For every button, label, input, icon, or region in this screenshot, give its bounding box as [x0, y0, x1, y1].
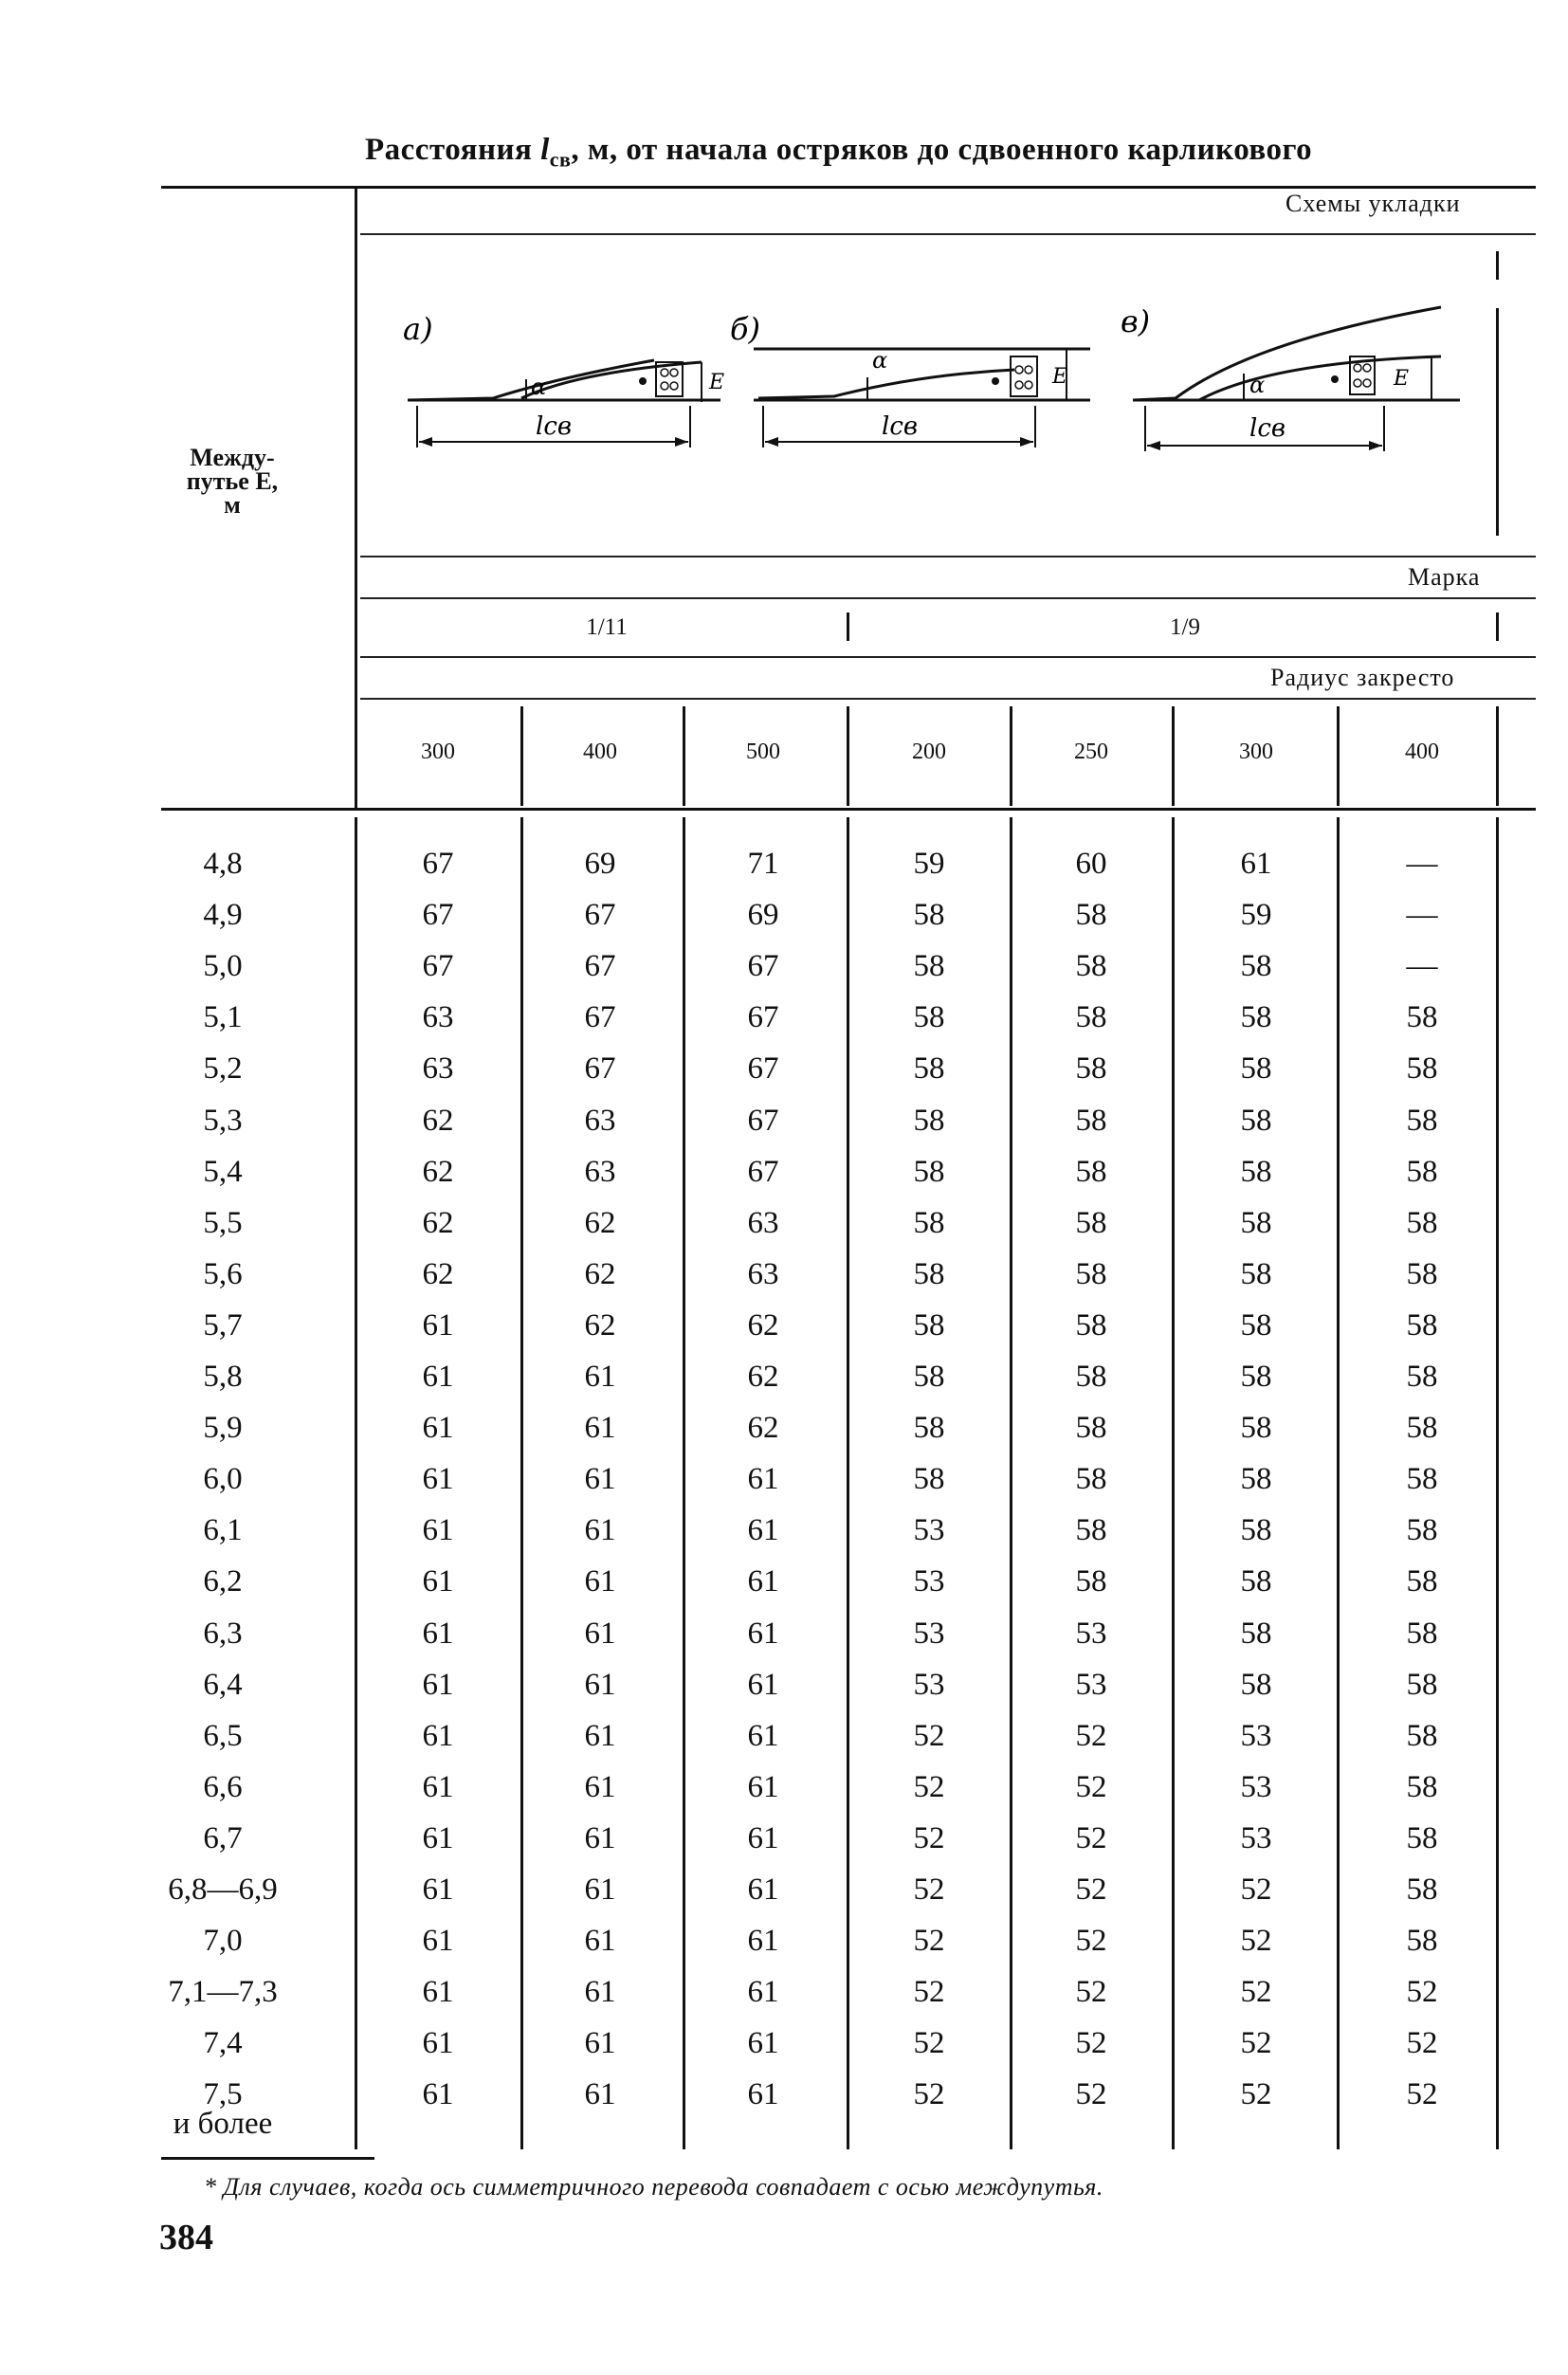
- table-cell: 58: [1240, 1051, 1272, 1087]
- table-cell: 58: [1240, 949, 1272, 984]
- table-cell: 52: [913, 1820, 945, 1855]
- schemes-rule: [360, 233, 1536, 235]
- table-cell: 67: [747, 1103, 779, 1138]
- table-cell: 61: [422, 1975, 454, 2010]
- page-number: 384: [159, 2218, 213, 2257]
- row-label: [147, 2026, 299, 2061]
- table-top-rule: [161, 186, 1536, 189]
- scheme-a-lsv: lсв: [536, 412, 573, 441]
- right-rule-groups: [1496, 612, 1499, 641]
- table-cell: 61: [422, 1564, 454, 1599]
- table-cell: 61: [584, 2026, 616, 2061]
- table-cell: 61: [747, 1975, 779, 2010]
- table-cell: 52: [913, 1975, 945, 2010]
- table-cell: 61: [422, 1513, 454, 1548]
- table-cell: 67: [584, 1000, 616, 1035]
- table-cell: 53: [1240, 1820, 1272, 1855]
- groups-rule: [360, 656, 1536, 658]
- row-label: [147, 1564, 299, 1599]
- table-cell: 58: [1406, 1873, 1438, 1907]
- table-cell: 58: [1075, 1256, 1107, 1291]
- column-rule: [847, 817, 849, 2149]
- table-cell: 58: [1406, 1462, 1438, 1497]
- table-cell: 58: [1240, 1616, 1272, 1651]
- table-cell: 61: [747, 2026, 779, 2061]
- table-cell: 61: [747, 2077, 779, 2112]
- column-header-radius: 250: [1074, 740, 1108, 764]
- table-cell: 67: [422, 847, 454, 881]
- row-label: [147, 1617, 299, 1652]
- schemes-header: Схемы укладки: [1285, 190, 1461, 217]
- table-cell: 61: [747, 1616, 779, 1651]
- table-cell: 61: [584, 1975, 616, 2010]
- row-label: [147, 1462, 299, 1497]
- table-cell: 67: [747, 949, 779, 984]
- table-cell: 58: [913, 898, 945, 933]
- table-cell: 67: [584, 898, 616, 933]
- table-cell: 61: [584, 1924, 616, 1959]
- column-rule: [520, 706, 523, 806]
- group-1-9: 1/9: [1170, 614, 1200, 640]
- row-label-value: 7,4: [203, 2026, 243, 2061]
- table-cell: 53: [913, 1616, 945, 1651]
- row-label-value: 4,8: [203, 847, 243, 881]
- row-label: [147, 1873, 299, 1908]
- row-label-value: 6,7: [203, 1820, 243, 1855]
- table-cell: 67: [747, 1000, 779, 1035]
- table-cell: 58: [1406, 1051, 1438, 1087]
- column-rule: [1172, 706, 1175, 806]
- table-cell: 52: [1075, 2077, 1107, 2112]
- table-cell: 58: [1075, 1205, 1107, 1240]
- table-cell: 60: [1075, 847, 1107, 881]
- table-cell: 58: [1075, 1307, 1107, 1343]
- header-bottom-rule: [161, 808, 1536, 811]
- row-label-value: 5,0: [203, 949, 243, 984]
- table-cell: 67: [584, 949, 616, 984]
- table-cell: 58: [1240, 1513, 1272, 1548]
- table-cell: 58: [1240, 1154, 1272, 1189]
- table-cell: 61: [747, 1513, 779, 1548]
- table-cell: —: [1406, 949, 1438, 984]
- table-cell: 58: [913, 1000, 945, 1035]
- title-symbol: l: [540, 133, 550, 167]
- table-cell: 58: [1406, 1718, 1438, 1753]
- table-cell: 61: [747, 1462, 779, 1497]
- table-cell: 62: [584, 1256, 616, 1291]
- table-cell: 61: [422, 1616, 454, 1651]
- table-cell: 58: [1406, 1256, 1438, 1291]
- table-cell: 59: [1240, 898, 1272, 933]
- row-label-value: 7,5: [203, 2077, 243, 2112]
- column-rule: [1010, 706, 1012, 806]
- row-label-value: 5,9: [203, 1411, 243, 1446]
- table-cell: 61: [422, 1462, 454, 1497]
- table-cell: 58: [1240, 1103, 1272, 1138]
- table-cell: 52: [1406, 2026, 1438, 2061]
- table-cell: 52: [913, 1873, 945, 1907]
- table-cell: 58: [1406, 1360, 1438, 1394]
- row-label: [147, 949, 299, 984]
- table-cell: 58: [913, 1051, 945, 1087]
- marka-bottom-rule: [360, 597, 1536, 599]
- table-cell: 58: [1075, 1103, 1107, 1138]
- table-cell: 52: [1240, 2026, 1272, 2061]
- table-cell: 52: [913, 2077, 945, 2112]
- row-label-value: 5,7: [203, 1307, 243, 1343]
- radius-header: Радиус закресто: [1270, 664, 1455, 691]
- table-cell: 67: [747, 1051, 779, 1087]
- table-cell: 58: [1075, 1564, 1107, 1599]
- table-cell: 61: [747, 1769, 779, 1804]
- row-label: [147, 1411, 299, 1446]
- table-cell: 58: [1406, 1154, 1438, 1189]
- group-separator: [847, 612, 849, 641]
- row-label-value: 7,1—7,3: [168, 1975, 278, 2010]
- table-cell: 58: [1406, 1667, 1438, 1702]
- row-label-line-2: путье E,: [186, 467, 279, 495]
- row-label: [147, 1821, 299, 1856]
- row-label-value: 6,6: [203, 1769, 243, 1804]
- table-cell: 53: [913, 1667, 945, 1702]
- scheme-b-lsv: lсв: [882, 412, 919, 441]
- table-cell: 58: [913, 1103, 945, 1138]
- marka-header: Марка: [1408, 563, 1481, 591]
- table-bottom-rule: [161, 2157, 374, 2160]
- table-cell: 58: [1075, 1411, 1107, 1446]
- table-cell: 62: [422, 1154, 454, 1189]
- table-cell: —: [1406, 847, 1438, 881]
- table-cell: 58: [913, 949, 945, 984]
- table-cell: 61: [584, 2077, 616, 2112]
- row-label-value: 6,3: [203, 1616, 243, 1651]
- row-label-value: 5,1: [203, 1000, 243, 1035]
- footnote: * Для случаев, когда ось симметричного перевода совпадает с осью междупутья.: [204, 2173, 1103, 2201]
- table-cell: 58: [913, 1360, 945, 1394]
- title-subscript: св: [549, 147, 572, 172]
- table-cell: 58: [1406, 1000, 1438, 1035]
- table-cell: 58: [1075, 898, 1107, 933]
- table-cell: —: [1406, 898, 1438, 933]
- column-rule: [1010, 817, 1012, 2149]
- table-cell: 61: [747, 1667, 779, 1702]
- table-cell: 61: [747, 1564, 779, 1599]
- table-cell: 61: [422, 1411, 454, 1446]
- table-cell: 61: [584, 1873, 616, 1907]
- table-cell: 61: [747, 1924, 779, 1959]
- marka-top-rule: [360, 556, 1536, 557]
- table-cell: 58: [1075, 949, 1107, 984]
- table-cell: 61: [422, 1820, 454, 1855]
- table-cell: 58: [1240, 1307, 1272, 1343]
- table-cell: 53: [1240, 1718, 1272, 1753]
- radius-rule: [360, 698, 1536, 700]
- row-label: [147, 1206, 299, 1241]
- row-label: [147, 1668, 299, 1703]
- column-header-radius: 400: [1405, 740, 1439, 764]
- table-cell: 58: [1075, 1462, 1107, 1497]
- table-cell: 63: [422, 1051, 454, 1087]
- table-cell: 52: [1075, 1820, 1107, 1855]
- table-cell: 52: [1075, 1873, 1107, 1907]
- column-rule: [683, 817, 685, 2149]
- table-cell: 69: [584, 847, 616, 881]
- scheme-a-diagram: [379, 303, 777, 455]
- row-label: [147, 1719, 299, 1754]
- table-cell: 58: [1240, 1564, 1272, 1599]
- row-label-line-1: Междy-: [190, 444, 275, 471]
- table-cell: 67: [422, 898, 454, 933]
- table-cell: 62: [422, 1256, 454, 1291]
- row-label-value: 5,3: [203, 1103, 243, 1138]
- table-cell: 61: [747, 1873, 779, 1907]
- table-cell: 69: [747, 898, 779, 933]
- table-cell: 62: [747, 1411, 779, 1446]
- column-rule: [1496, 706, 1499, 806]
- table-cell: 58: [1075, 1051, 1107, 1087]
- table-cell: 61: [422, 2026, 454, 2061]
- table-cell: 58: [1406, 1820, 1438, 1855]
- table-cell: 58: [1240, 1360, 1272, 1394]
- table-cell: 61: [584, 1360, 616, 1394]
- row-label-value: 7,0: [203, 1924, 243, 1959]
- table-cell: 58: [1240, 1000, 1272, 1035]
- label-col-rule: [355, 186, 357, 808]
- right-rule-top: [1496, 251, 1499, 280]
- column-rule: [683, 706, 685, 806]
- table-cell: 58: [1406, 1924, 1438, 1959]
- column-header-radius: 300: [421, 740, 455, 764]
- column-header-radius: 500: [746, 740, 780, 764]
- table-cell: 63: [747, 1205, 779, 1240]
- table-cell: 59: [913, 847, 945, 881]
- table-cell: 71: [747, 847, 779, 881]
- table-cell: 58: [1240, 1411, 1272, 1446]
- table-cell: 52: [913, 1718, 945, 1753]
- table-cell: 58: [1406, 1307, 1438, 1343]
- table-cell: 52: [913, 1924, 945, 1959]
- table-cell: 63: [584, 1103, 616, 1138]
- scheme-c-diagram: [1109, 294, 1488, 455]
- row-label: [147, 1975, 299, 2010]
- table-cell: 61: [584, 1820, 616, 1855]
- row-label-value: 6,4: [203, 1667, 243, 1702]
- table-cell: 52: [1075, 1718, 1107, 1753]
- table-cell: 58: [1406, 1411, 1438, 1446]
- row-label: [147, 1000, 299, 1035]
- table-cell: 52: [1406, 1975, 1438, 2010]
- table-cell: 58: [1240, 1462, 1272, 1497]
- table-cell: 52: [1075, 2026, 1107, 2061]
- table-cell: 53: [913, 1513, 945, 1548]
- table-cell: 58: [1406, 1616, 1438, 1651]
- table-cell: 63: [747, 1256, 779, 1291]
- row-label-value: 5,5: [203, 1205, 243, 1240]
- table-cell: 58: [1075, 1000, 1107, 1035]
- table-cell: 58: [913, 1462, 945, 1497]
- table-cell: 58: [1406, 1513, 1438, 1548]
- table-cell: 58: [1406, 1564, 1438, 1599]
- table-cell: 52: [913, 1769, 945, 1804]
- scheme-b-alpha: α: [872, 347, 888, 374]
- table-cell: 61: [747, 1820, 779, 1855]
- table-cell: 58: [913, 1256, 945, 1291]
- table-cell: 53: [1075, 1616, 1107, 1651]
- scheme-c-tag: в): [1121, 303, 1151, 339]
- group-1-11: 1/11: [586, 614, 628, 640]
- row-label: [147, 898, 299, 933]
- table-cell: 52: [1240, 1873, 1272, 1907]
- table-cell: 67: [584, 1051, 616, 1087]
- table-cell: 62: [422, 1103, 454, 1138]
- right-rule-diagrams: [1496, 308, 1499, 536]
- row-label-value: 4,9: [203, 898, 243, 933]
- table-cell: 58: [913, 1205, 945, 1240]
- column-header-radius: 200: [912, 740, 946, 764]
- table-cell: 52: [1240, 2077, 1272, 2112]
- row-label-value: 6,5: [203, 1718, 243, 1753]
- table-cell: 53: [1075, 1667, 1107, 1702]
- title-prefix: Расстояния: [365, 133, 541, 167]
- table-cell: 61: [584, 1564, 616, 1599]
- table-cell: 61: [422, 1769, 454, 1804]
- table-cell: 61: [584, 1667, 616, 1702]
- row-label-value: 6,8—6,9: [168, 1873, 278, 1907]
- row-label-value: 5,6: [203, 1256, 243, 1291]
- row-label-header: [166, 446, 299, 517]
- column-rule: [520, 817, 523, 2149]
- row-label: [147, 1513, 299, 1548]
- column-header-radius: 300: [1239, 740, 1273, 764]
- table-cell: 58: [913, 1411, 945, 1446]
- scheme-b-tag: б): [730, 311, 761, 347]
- table-cell: 58: [1240, 1256, 1272, 1291]
- row-label-value: 6,2: [203, 1564, 243, 1599]
- table-cell: 52: [1240, 1924, 1272, 1959]
- table-cell: 53: [913, 1564, 945, 1599]
- table-cell: 58: [1406, 1205, 1438, 1240]
- table-cell: 52: [1406, 2077, 1438, 2112]
- table-cell: 63: [422, 1000, 454, 1035]
- table-cell: 61: [584, 1616, 616, 1651]
- table-cell: 62: [747, 1360, 779, 1394]
- table-cell: 52: [1075, 1769, 1107, 1804]
- row-label: [147, 847, 299, 882]
- table-cell: 52: [913, 2026, 945, 2061]
- table-cell: 58: [913, 1307, 945, 1343]
- page-title: [365, 133, 1312, 173]
- row-label: [147, 1257, 299, 1292]
- table-cell: 58: [913, 1154, 945, 1189]
- row-label: [147, 1924, 299, 1959]
- column-rule: [1496, 817, 1499, 2149]
- table-cell: 67: [422, 949, 454, 984]
- table-cell: 61: [584, 1718, 616, 1753]
- row-label-line-3: м: [224, 491, 241, 519]
- table-cell: 61: [422, 1718, 454, 1753]
- table-cell: 61: [422, 1667, 454, 1702]
- table-cell: 58: [1075, 1513, 1107, 1548]
- column-rule: [847, 706, 849, 806]
- row-label-value: 6,0: [203, 1462, 243, 1497]
- table-cell: 52: [1075, 1924, 1107, 1959]
- table-cell: 62: [584, 1205, 616, 1240]
- row-label: [147, 1360, 299, 1395]
- row-label: [147, 2077, 299, 2142]
- column-rule: [1337, 706, 1340, 806]
- scheme-c-e: E: [1394, 367, 1410, 391]
- table-cell: 61: [584, 1462, 616, 1497]
- table-cell: 61: [422, 1924, 454, 1959]
- table-cell: 61: [422, 1360, 454, 1394]
- row-label: [147, 1308, 299, 1343]
- row-label: [147, 1051, 299, 1087]
- table-cell: 52: [1240, 1975, 1272, 2010]
- table-cell: 63: [584, 1154, 616, 1189]
- column-header-radius: 400: [583, 740, 617, 764]
- row-label: [147, 1155, 299, 1190]
- table-cell: 58: [1240, 1205, 1272, 1240]
- table-cell: 58: [1406, 1769, 1438, 1804]
- scheme-a-tag: а): [403, 311, 433, 347]
- table-cell: 61: [1240, 847, 1272, 881]
- table-cell: 61: [422, 1307, 454, 1343]
- row-label-value: 5,8: [203, 1360, 243, 1394]
- row-label-suffix: и более: [173, 2107, 273, 2142]
- table-cell: 58: [1406, 1103, 1438, 1138]
- table-cell: 53: [1240, 1769, 1272, 1804]
- label-col-rule-body: [355, 817, 357, 2149]
- table-cell: 61: [422, 2077, 454, 2112]
- table-cell: 61: [584, 1769, 616, 1804]
- scheme-b-e: E: [1052, 365, 1068, 389]
- row-label-value: 5,2: [203, 1051, 243, 1087]
- scheme-a-e: E: [709, 371, 725, 394]
- column-rule: [1337, 817, 1340, 2149]
- scheme-b-diagram: [730, 303, 1109, 455]
- title-suffix: , м, от начала остряков до сдвоенного карликового: [571, 133, 1313, 167]
- table-cell: 61: [747, 1718, 779, 1753]
- table-cell: 62: [747, 1307, 779, 1343]
- table-cell: 61: [584, 1513, 616, 1548]
- table-cell: 58: [1240, 1667, 1272, 1702]
- scheme-c-lsv: lсв: [1249, 414, 1286, 443]
- row-label-value: 6,1: [203, 1513, 243, 1548]
- column-rule: [1172, 817, 1175, 2149]
- table-cell: 61: [584, 1411, 616, 1446]
- scheme-c-alpha: α: [1249, 372, 1266, 398]
- row-label: [147, 1770, 299, 1805]
- row-label: [147, 1104, 299, 1139]
- table-cell: 58: [1075, 1360, 1107, 1394]
- scheme-a-alpha: α: [531, 374, 547, 400]
- table-cell: 58: [1075, 1154, 1107, 1189]
- table-cell: 62: [584, 1307, 616, 1343]
- table-cell: 62: [422, 1205, 454, 1240]
- table-cell: 67: [747, 1154, 779, 1189]
- table-cell: 61: [422, 1873, 454, 1907]
- table-cell: 52: [1075, 1975, 1107, 2010]
- row-label-value: 5,4: [203, 1154, 243, 1189]
